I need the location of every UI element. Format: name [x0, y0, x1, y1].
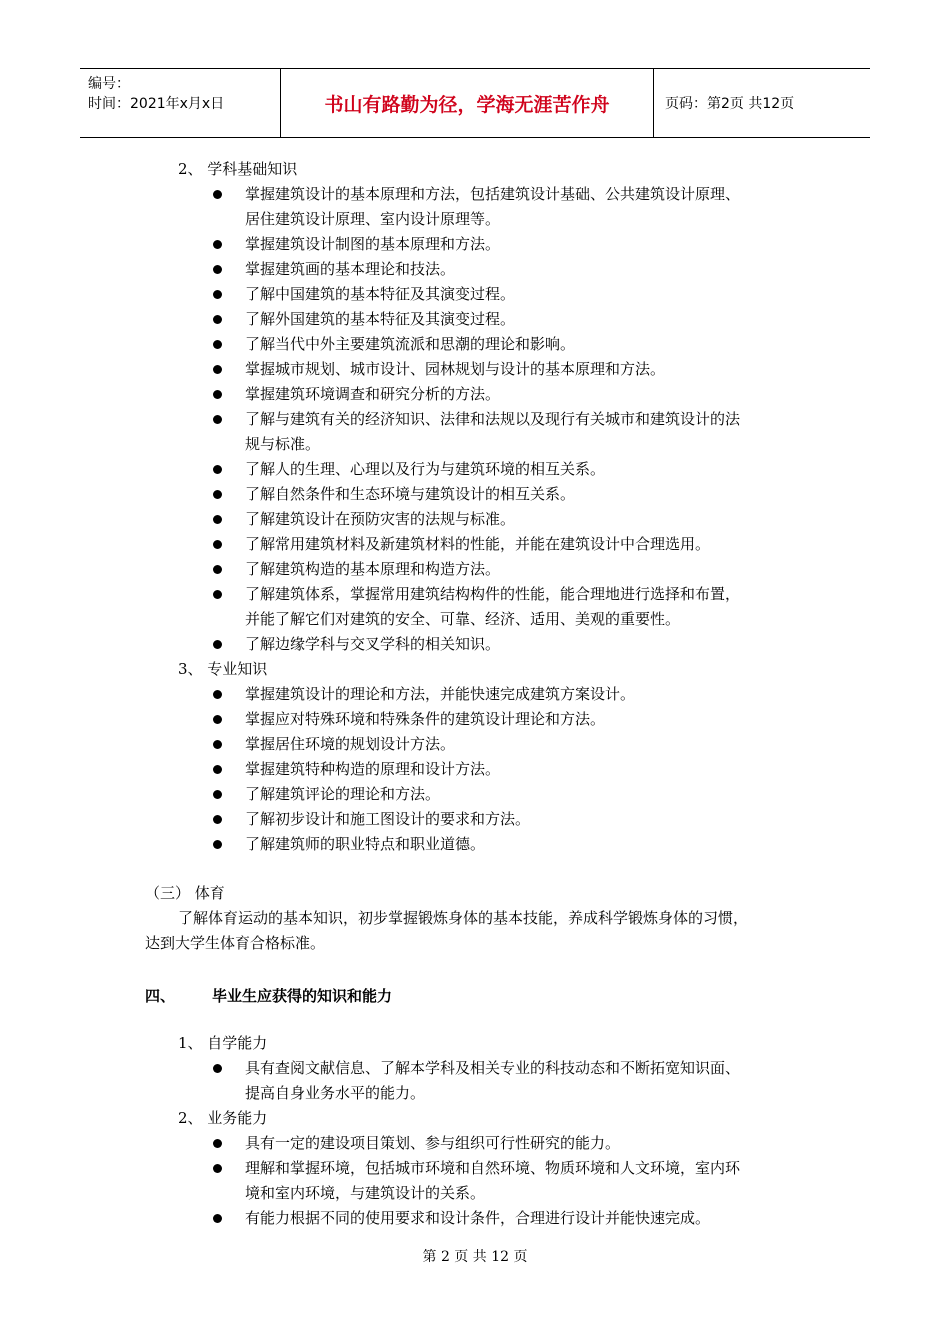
- list-item: 掌握建筑设计的基本原理和方法，包括建筑设计基础、公共建筑设计原理、: [245, 185, 741, 203]
- bullet-icon: [213, 365, 222, 374]
- bullet-icon: [213, 1214, 222, 1223]
- list-item: 了解建筑设计在预防灾害的法规与标准。: [245, 510, 516, 528]
- list-item: 掌握城市规划、城市设计、园林规划与设计的基本原理和方法。: [245, 360, 666, 378]
- list-item: 具有查阅文献信息、了解本学科及相关专业的科技动态和不断拓宽知识面、: [245, 1059, 741, 1077]
- list-item: 了解建筑构造的基本原理和构造方法。: [245, 560, 501, 578]
- list-item: 了解中国建筑的基本特征及其演变过程。: [245, 285, 516, 303]
- pe-paragraph-line: 达到大学生体育合格标准。: [145, 934, 326, 952]
- page-footer: 第 2 页 共 12 页: [422, 1249, 528, 1265]
- bullet-icon: [213, 465, 222, 474]
- list-item: 了解与建筑有关的经济知识、法律和法规以及现行有关城市和建筑设计的法: [245, 410, 741, 428]
- list-item: 掌握应对特殊环境和特殊条件的建筑设计理论和方法。: [245, 710, 606, 728]
- header-page-info: 页码：第2页 共12页: [665, 96, 795, 112]
- part-number: 四、: [145, 987, 176, 1005]
- list-item: 掌握建筑特种构造的原理和设计方法。: [245, 760, 501, 778]
- list-item-continued: 规与标准。: [245, 435, 321, 453]
- pe-paragraph-line: 了解体育运动的基本知识，初步掌握锻炼身体的基本技能，养成科学锻炼身体的习惯，: [178, 909, 749, 927]
- list-item: 了解建筑师的职业特点和职业道德。: [245, 835, 486, 853]
- list-item: 了解当代中外主要建筑流派和思潮的理论和影响。: [245, 335, 576, 353]
- section-title: 1、 自学能力: [178, 1034, 268, 1052]
- section-title: 3、 专业知识: [178, 660, 268, 678]
- bullet-icon: [213, 690, 222, 699]
- bullet-icon: [213, 540, 222, 549]
- list-item: 有能力根据不同的使用要求和设计条件，合理进行设计并能快速完成。: [245, 1209, 711, 1227]
- list-item: 掌握建筑设计的理论和方法，并能快速完成建筑方案设计。: [245, 685, 636, 703]
- bullet-icon: [213, 240, 222, 249]
- number-label: 编号：: [88, 76, 130, 92]
- list-item: 了解人的生理、心理以及行为与建筑环境的相互关系。: [245, 460, 606, 478]
- header-motto: 书山有路勤为径，学海无涯苦作舟: [281, 69, 654, 137]
- list-item: 掌握居住环境的规划设计方法。: [245, 735, 456, 753]
- bullet-icon: [213, 715, 222, 724]
- bullet-icon: [213, 490, 222, 499]
- bullet-icon: [213, 415, 222, 424]
- bullet-icon: [213, 1139, 222, 1148]
- list-item-continued: 居住建筑设计原理、室内设计原理等。: [245, 210, 501, 228]
- bullet-icon: [213, 790, 222, 799]
- time-label: 时间：2021年x月x日: [88, 96, 225, 112]
- bullet-icon: [213, 765, 222, 774]
- bullet-icon: [213, 1064, 222, 1073]
- list-item-continued: 境和室内环境，与建筑设计的关系。: [245, 1184, 486, 1202]
- list-item: 理解和掌握环境，包括城市环境和自然环境、物质环境和人文环境，室内环: [245, 1159, 741, 1177]
- bullet-icon: [213, 390, 222, 399]
- list-item: 了解建筑体系，掌握常用建筑结构构件的性能，能合理地进行选择和布置，: [245, 585, 741, 603]
- bullet-icon: [213, 640, 222, 649]
- bullet-icon: [213, 315, 222, 324]
- list-item: 了解自然条件和生态环境与建筑设计的相互关系。: [245, 485, 576, 503]
- list-item: 掌握建筑设计制图的基本原理和方法。: [245, 235, 501, 253]
- section-title: 2、 学科基础知识: [178, 160, 298, 178]
- list-item-continued: 提高自身业务水平的能力。: [245, 1084, 426, 1102]
- document-header: [80, 68, 870, 138]
- list-item: 具有一定的建设项目策划、参与组织可行性研究的能力。: [245, 1134, 621, 1152]
- bullet-icon: [213, 190, 222, 199]
- bullet-icon: [213, 565, 222, 574]
- list-item: 了解边缘学科与交叉学科的相关知识。: [245, 635, 501, 653]
- bullet-icon: [213, 840, 222, 849]
- list-item: 了解初步设计和施工图设计的要求和方法。: [245, 810, 531, 828]
- bullet-icon: [213, 265, 222, 274]
- list-item: 了解常用建筑材料及新建筑材料的性能，并能在建筑设计中合理选用。: [245, 535, 711, 553]
- list-item: 了解外国建筑的基本特征及其演变过程。: [245, 310, 516, 328]
- bullet-icon: [213, 515, 222, 524]
- bullet-icon: [213, 590, 222, 599]
- list-item: 了解建筑评论的理论和方法。: [245, 785, 441, 803]
- part-title: 毕业生应获得的知识和能力: [212, 987, 393, 1005]
- list-item-continued: 并能了解它们对建筑的安全、可靠、经济、适用、美观的重要性。: [245, 610, 681, 628]
- bullet-icon: [213, 740, 222, 749]
- pe-title: （三） 体育: [145, 884, 225, 902]
- bullet-icon: [213, 290, 222, 299]
- section-title: 2、 业务能力: [178, 1109, 268, 1127]
- bullet-icon: [213, 340, 222, 349]
- header-meta: [80, 69, 281, 137]
- bullet-icon: [213, 1164, 222, 1173]
- list-item: 掌握建筑环境调查和研究分析的方法。: [245, 385, 501, 403]
- list-item: 掌握建筑画的基本理论和技法。: [245, 260, 456, 278]
- bullet-icon: [213, 815, 222, 824]
